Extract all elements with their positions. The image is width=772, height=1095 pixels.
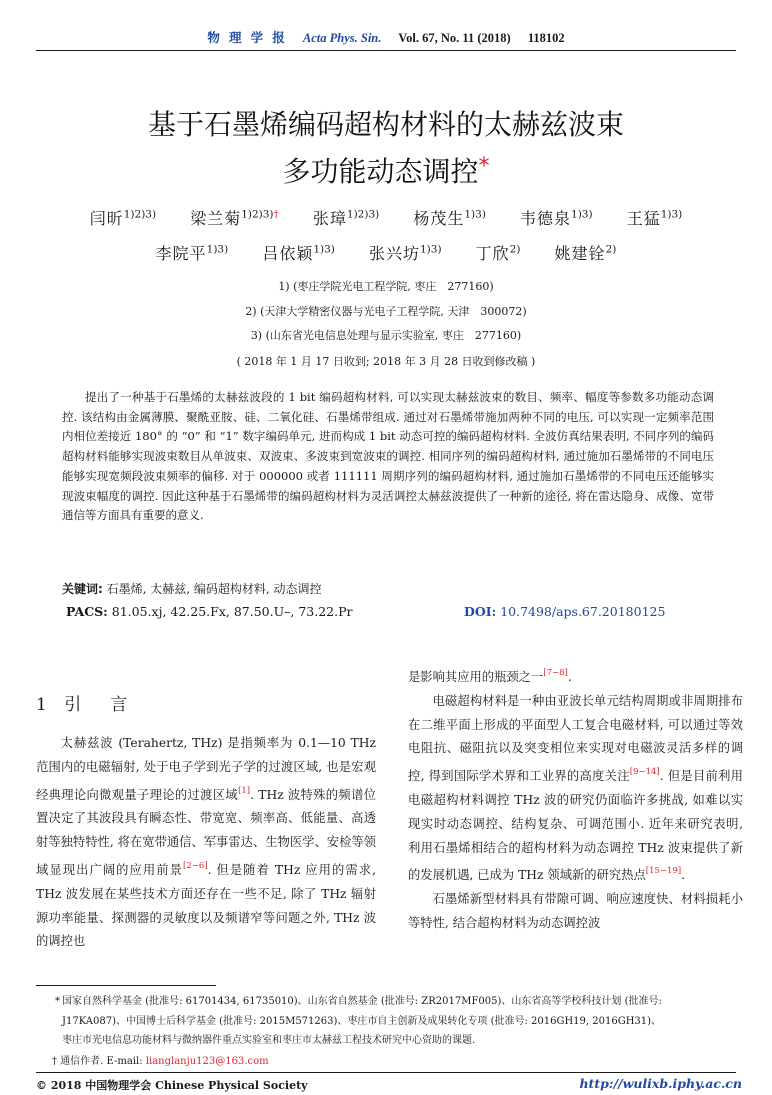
section-title: 引 言 bbox=[64, 695, 134, 715]
corresponding-email-link[interactable]: lianglanju123@163.com bbox=[145, 1056, 269, 1067]
author: 丁欣$^{2)}$ bbox=[475, 243, 521, 263]
intro-paragraph-left: 太赫兹波 (Terahertz, THz) 是指频率为 0.1—10 THz 范围内的电磁辐射, 处于电子学到光子学的过渡区域, 也是宏观经典理论向微观量子理论的过渡区域[1]. THz 波特殊的频谱位置决定了其波段具有瞬态性、带宽宽、频率高、低能量、高透射等独特特性, 将在宽带通信、军事雷达、生物医学、安检等领域显现出广阔的应用前景[2−6]. 但是随着 THz 应用的需求, THz 波发展在某些技术方面还存在一些不足, 除了 THz 辐射源功率能量、探测器的灵敏度以及频谱窄等问题之外, THz 波的调控也 bbox=[36, 736, 376, 949]
author: 张兴坊$^{1)3)}$ bbox=[368, 243, 442, 263]
author: 吕依颖$^{1)3)}$ bbox=[262, 243, 335, 263]
corresponding-author-dagger: † bbox=[273, 209, 279, 221]
author: 王猛$^{1)3)}$ bbox=[626, 209, 683, 229]
author: 李院平$^{1)3)}$ bbox=[155, 243, 229, 263]
section-heading bbox=[36, 690, 133, 715]
author: 闫昕$^{1)2)3)}$ bbox=[89, 209, 157, 229]
citation[interactable]: [9−14] bbox=[629, 767, 660, 778]
author: 张璋$^{1)2)3)}$ bbox=[312, 209, 380, 229]
funding-star-marker: * bbox=[55, 996, 60, 1007]
citation[interactable]: [1] bbox=[238, 785, 251, 796]
abstract: 提出了一种基于石墨烯的太赫兹波段的 1 bit 编码超构材料, 可以实现太赫兹波束的数目、频率、幅度等参数多功能动态调控. 该结构由金属薄膜、聚酰亚胺、硅、二氧化硅、石墨烯带组成. 通过对石墨烯带施加两种不同的电压, 可以实现一定频率范围内相位差接近 180° 的 “0” 和 “1” 数字编码单元, 进而构成 1 bit 动态可控的编码超构材料. 全波仿真结果表明, 不同序列的编码超构材料能够实现波束数目从单波束、双波束、多波束到宽波束的调控. 相同序列的编码超构材料, 通过施加石墨烯带的不同电压能够实现宽频段波束频率的偏移. 对于 000000 或者 111111 周期序列的编码超构材料, 通过施加石墨烯带的不同电压还能够实现波束幅度的调控. 因此这种基于石墨烯带的编码超构材料为灵活调控太赫兹波提供了一种新的途径, 将在雷达隐身、成像、宽带通信等方面具有重要的意义. bbox=[62, 390, 714, 523]
funding-star-marker: * bbox=[478, 154, 490, 179]
journal-website-link[interactable]: http://wulixb.iphy.ac.cn bbox=[579, 1076, 742, 1091]
affiliation-3: 3) (山东省光电信息处理与显示实验室, 枣庄 277160) bbox=[250, 329, 522, 342]
author-list bbox=[40, 200, 732, 269]
article-number: 118102 bbox=[527, 31, 565, 45]
pacs-codes bbox=[66, 604, 352, 619]
citation[interactable]: [15−19] bbox=[645, 866, 682, 877]
paper-title bbox=[0, 104, 772, 193]
citation[interactable]: [2−6] bbox=[183, 860, 208, 871]
footer-divider bbox=[36, 1072, 736, 1073]
doi-link[interactable]: 10.7498/aps.67.20180125 bbox=[500, 604, 666, 619]
intro-column-right bbox=[408, 662, 743, 936]
corresponding-label: † 通信作者. E-mail: bbox=[52, 1056, 143, 1067]
journal-header bbox=[0, 28, 772, 46]
keywords bbox=[62, 580, 322, 597]
paragraph-metamaterials: 电磁超构材料是一种由亚波长单元结构周期或非周期排布在二维平面上形成的平面型人工复合电磁材料, 可以通过等效电阻抗、磁阻抗以及突变相位来实现对电磁波灵活多样的调控, 得到国际学术界和工业界的高度关注[9−14]. 但是目前利用电磁超构材料调控 THz 波的研究仍面临许多挑战, 如难以实现实时动态调控、结构复杂、可调范围小. 近年来研究表明, 利用石墨烯相结合的超构材料为动态调控 THz 波束提供了新的发展机遇, 已成为 THz 领域新的研究热点[15−19]. bbox=[408, 693, 743, 883]
received-dates: ( 2018 年 1 月 17 日收到; 2018 年 3 月 28 日收到修改稿 ) bbox=[236, 355, 536, 368]
author: 梁兰菊$^{1)2)3)\dagger}$ bbox=[190, 209, 279, 229]
pacs-value: 81.05.xj, 42.25.Fx, 87.50.U–, 73.22.Pr bbox=[111, 604, 353, 619]
journal-name-cn: 物 理 学 报 bbox=[207, 31, 288, 45]
title-line-1: 基于石墨烯编码超构材料的太赫兹波束 bbox=[147, 108, 624, 141]
journal-name-en: Acta Phys. Sin. bbox=[302, 31, 382, 45]
corresponding-author-note bbox=[52, 1052, 269, 1067]
affiliation-1: 1) (枣庄学院光电工程学院, 枣庄 277160) bbox=[278, 280, 494, 293]
citation[interactable]: [7−8] bbox=[543, 668, 568, 678]
author: 杨茂生$^{1)3)}$ bbox=[413, 209, 486, 229]
header-divider bbox=[36, 50, 736, 51]
paragraph-graphene: 石墨烯新型材料具有带隙可调、响应速度快、材料损耗小等特性, 结合超构材料为动态调控波 bbox=[408, 892, 743, 930]
footnote-divider bbox=[36, 985, 216, 986]
keywords-label: 关键词: bbox=[62, 582, 103, 596]
paragraph-continuation: 是影响其应用的瓶颈之一[7−8]. bbox=[408, 668, 572, 684]
volume-info: Vol. 67, No. 11 (2018) bbox=[398, 31, 511, 45]
author: 韦德泉$^{1)3)}$ bbox=[520, 209, 593, 229]
doi-label: DOI: bbox=[464, 604, 497, 619]
affiliation-2: 2) (天津大学精密仪器与光电子工程学院, 天津 300072) bbox=[245, 305, 527, 318]
keywords-value: 石墨烯, 太赫兹, 编码超构材料, 动态调控 bbox=[106, 582, 322, 596]
pacs-label: PACS: bbox=[66, 604, 108, 619]
author: 姚建铨$^{2)}$ bbox=[554, 243, 617, 263]
section-number: 1 bbox=[36, 695, 53, 715]
title-line-2: 多功能动态调控 bbox=[282, 155, 479, 188]
funding-footnote: * 国家自然科学基金 (批准号: 61701434, 61735010)、山东省自然基金 (批准号: ZR2017MF005)、山东省高等学校科技计划 (批准号: J17KA087)、中国博士后科学基金 (批准号: 2015M571263)、枣庄市自主创新及成果转化专项 (批准号: 2016GH19, 2016GH31)、 枣庄市光电信息功能材料与微纳器件重点实验室和枣庄市太赫兹工程技术研究中心资助的课题. bbox=[36, 992, 736, 1051]
doi[interactable] bbox=[464, 604, 665, 619]
copyright: © 2018 中国物理学会 Chinese Physical Society bbox=[36, 1079, 308, 1092]
